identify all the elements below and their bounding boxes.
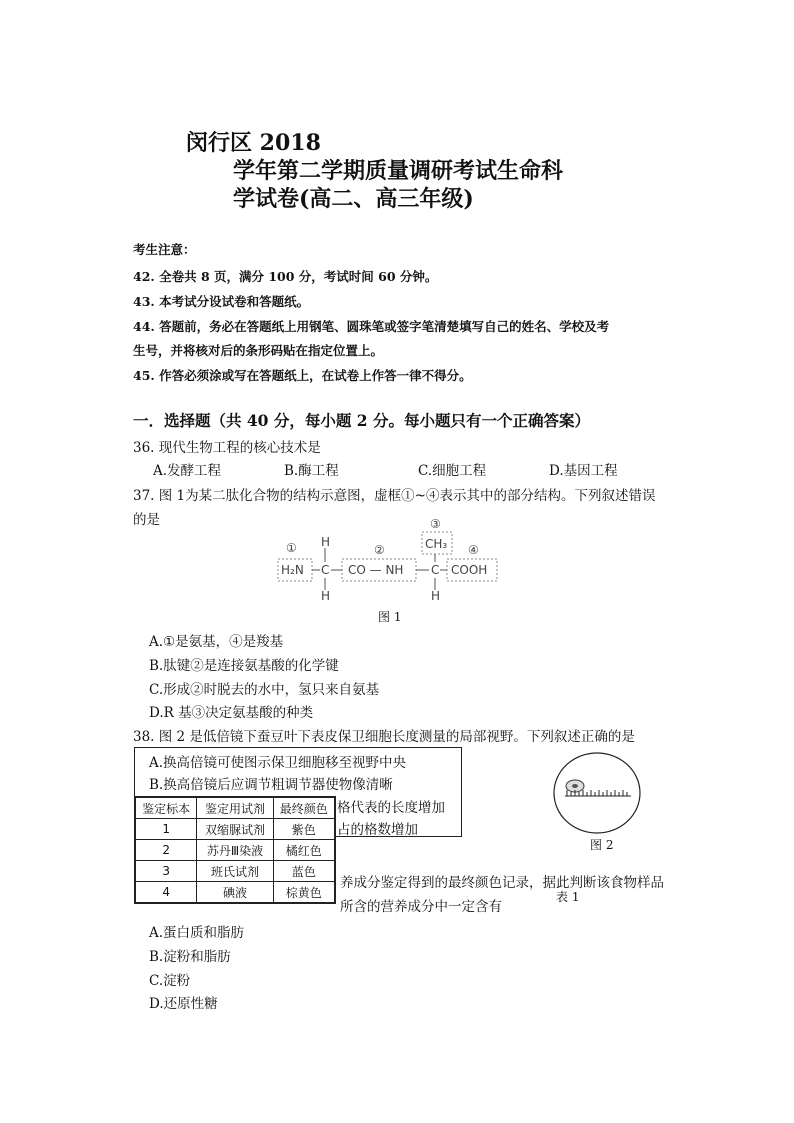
q36-option-c: C.细胞工程 (418, 463, 487, 479)
h-atom: H (431, 589, 441, 603)
table-row (135, 840, 335, 861)
notice-item: 生号，并将核对后的条形码贴在指定位置上。 (133, 343, 384, 358)
table-header: 最终颜色 (273, 797, 335, 819)
h-atom: H (321, 589, 331, 603)
notice-item: 45. 作答必须涂或写在答题纸上，在试卷上作答一律不得分。 (133, 368, 472, 383)
table-cell: 3 (135, 861, 197, 882)
reagent-table (134, 796, 336, 904)
q38-option-c-partial: 格代表的长度增加 (337, 800, 445, 816)
q37-option-d: D.R 基③决定氨基酸的种类 (149, 705, 314, 721)
table-cell: 碘液 (197, 882, 273, 904)
table-row (135, 882, 335, 904)
table-cell: 1 (135, 819, 197, 840)
table-cell: 橘红色 (273, 840, 335, 861)
exam-title-line3: 学试卷(高二、高三年级) (233, 186, 474, 212)
q36-option-b: B.酶工程 (284, 463, 339, 479)
table-row (135, 861, 335, 882)
q37-option-c: C.形成②时脱去的水中，氢只来自氨基 (149, 682, 380, 698)
carbon-atom: C (431, 563, 440, 577)
table-cell: 2 (135, 840, 197, 861)
exam-title-line1: 闵行区 2018 (186, 130, 321, 156)
exam-title-line2: 学年第二学期质量调研考试生命科 (233, 158, 564, 184)
q37-option-a: A.①是氨基，④是羧基 (149, 634, 284, 650)
dipeptide-structure-figure (270, 512, 500, 604)
q38-stem: 38. 图 2 是低倍镜下蚕豆叶下表皮保卫细胞长度测量的局部视野。下列叙述正确的是 (133, 729, 635, 745)
q37-option-b: B.肽键②是连接氨基酸的化学键 (149, 658, 339, 674)
notice-item: 44. 答题前，务必在答题纸上用钢笔、圆珠笔或签字笔清楚填写自己的姓名、学校及考 (133, 319, 610, 334)
peptide-bond: CO — NH (348, 563, 404, 577)
table-cell: 蓝色 (273, 861, 335, 882)
table-cell: 双缩脲试剂 (197, 819, 273, 840)
notice-heading: 考生注意： (133, 242, 196, 257)
table-cell: 4 (135, 882, 197, 904)
q38-option-a: A.换高倍镜可使图示保卫细胞移至视野中央 (149, 755, 407, 771)
marker-1: ① (286, 541, 297, 555)
table-header: 鉴定用试剂 (197, 797, 273, 819)
notice-item: 43. 本考试分设试卷和答题纸。 (133, 294, 310, 309)
q39-stem-line1: 养成分鉴定得到的最终颜色记录，据此判断该食物样品 (340, 875, 664, 891)
table-header-row (135, 797, 335, 819)
q36-option-d: D.基因工程 (549, 463, 618, 479)
q39-option-b: B.淀粉和脂肪 (149, 949, 231, 965)
carbon-atom: C (321, 563, 330, 577)
figure2-caption: 图 2 (590, 838, 614, 852)
q36-stem: 36. 现代生物工程的核心技术是 (133, 440, 321, 456)
table-cell: 班氏试剂 (197, 861, 273, 882)
q38-option-d-partial: 占的格数增加 (337, 822, 418, 838)
q39-stem-line2: 所含的营养成分中一定含有 (340, 899, 502, 915)
q39-option-a: A.蛋白质和脂肪 (149, 925, 245, 941)
table-header: 鉴定标本 (135, 797, 197, 819)
figure1-caption: 图 1 (378, 610, 402, 624)
q39-option-c: C.淀粉 (149, 973, 191, 989)
carboxyl-group: COOH (451, 563, 488, 577)
section-heading: 一．选择题（共 40 分，每小题 2 分。每小题只有一个正确答案） (133, 411, 590, 430)
microscope-field-figure (551, 750, 643, 836)
amino-group: H₂N (281, 563, 304, 577)
marker-2: ② (374, 543, 385, 557)
notice-item: 42. 全卷共 8 页，满分 100 分，考试时间 60 分钟。 (133, 269, 438, 284)
table1-caption: 表 1 (556, 890, 580, 904)
table-cell: 棕黄色 (273, 882, 335, 904)
q38-option-b: B.换高倍镜后应调节粗调节器使物像清晰 (149, 777, 393, 793)
q37-stem-line2: 的是 (133, 512, 160, 528)
table-row (135, 819, 335, 840)
q39-option-d: D.还原性糖 (149, 996, 218, 1012)
q36-option-a: A.发酵工程 (153, 463, 222, 479)
table-cell: 苏丹Ⅲ染液 (197, 840, 273, 861)
marker-3: ③ (430, 517, 441, 531)
marker-4: ④ (468, 543, 479, 557)
methyl-group: CH₃ (425, 537, 448, 551)
q37-stem-line1: 37. 图 1为某二肽化合物的结构示意图，虚框①~④表示其中的部分结构。下列叙述错误 (133, 488, 656, 504)
table-cell: 紫色 (273, 819, 335, 840)
h-atom: H (321, 535, 331, 549)
